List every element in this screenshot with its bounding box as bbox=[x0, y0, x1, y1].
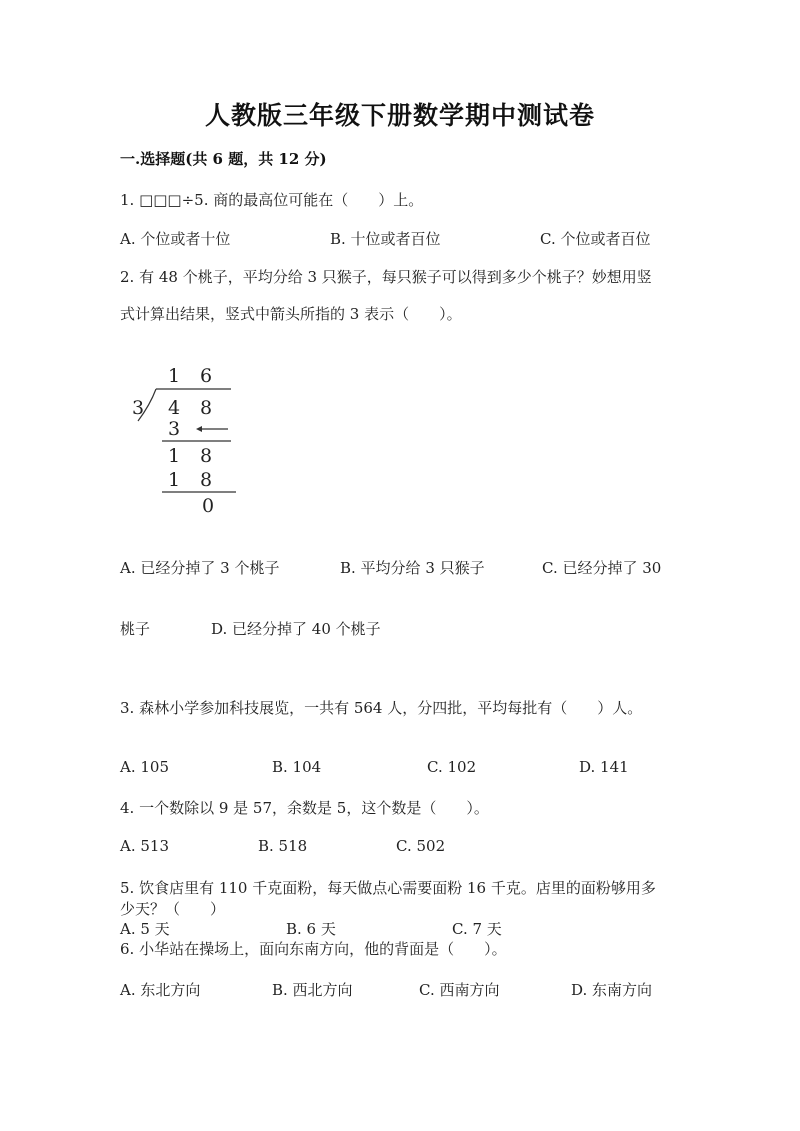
page-title: 人教版三年级下册数学期中测试卷 bbox=[204, 101, 595, 130]
q2-option-c[interactable]: C. 已经分掉了 30 bbox=[542, 559, 662, 577]
question-1-text: 1. □□□÷5. 商的最高位可能在（ ）上。 bbox=[120, 191, 424, 209]
step2-digit-1: 1 bbox=[168, 469, 181, 491]
q3-option-b[interactable]: B. 104 bbox=[272, 758, 322, 776]
q2-option-a[interactable]: A. 已经分掉了 3 个桃子 bbox=[120, 559, 280, 577]
quotient-digit-2: 6 bbox=[200, 365, 213, 387]
divisor: 3 bbox=[132, 397, 145, 419]
dividend-digit-2: 8 bbox=[200, 397, 213, 419]
question-2-text-line2: 式计算出结果，竖式中箭头所指的 3 表示（ ）。 bbox=[120, 305, 462, 323]
q6-option-c[interactable]: C. 西南方向 bbox=[419, 981, 500, 999]
q2-option-c-continued: 桃子 bbox=[120, 620, 151, 638]
q6-option-d[interactable]: D. 东南方向 bbox=[571, 981, 653, 999]
question-5-text-line1: 5. 饮食店里有 110 千克面粉，每天做点心需要面粉 16 千克。店里的面粉够用多 bbox=[120, 879, 656, 897]
q3-option-a[interactable]: A. 105 bbox=[120, 758, 169, 776]
q6-option-b[interactable]: B. 西北方向 bbox=[272, 981, 353, 999]
q4-option-c[interactable]: C. 502 bbox=[396, 837, 446, 855]
section-heading: 一.选择题(共 6 题，共 12 分) bbox=[120, 150, 327, 168]
q1-option-b[interactable]: B. 十位或者百位 bbox=[330, 230, 441, 248]
step2-digit-2: 8 bbox=[200, 469, 213, 491]
q5-option-b[interactable]: B. 6 天 bbox=[286, 920, 336, 938]
q2-option-d[interactable]: D. 已经分掉了 40 个桃子 bbox=[211, 620, 381, 638]
dividend-digit-1: 4 bbox=[168, 397, 181, 419]
q5-option-c[interactable]: C. 7 天 bbox=[452, 920, 502, 938]
question-2-text-line1: 2. 有 48 个桃子，平均分给 3 只猴子，每只猴子可以得到多少个桃子？妙想用竖 bbox=[120, 268, 652, 286]
q3-option-d[interactable]: D. 141 bbox=[579, 758, 629, 776]
q5-option-a[interactable]: A. 5 天 bbox=[120, 920, 170, 938]
remainder1-digit-2: 8 bbox=[200, 445, 213, 467]
arrow-head-icon bbox=[196, 426, 202, 432]
question-3-text: 3. 森林小学参加科技展览，一共有 564 人，分四批，平均每批有（ ）人。 bbox=[120, 699, 643, 717]
q4-option-a[interactable]: A. 513 bbox=[120, 837, 169, 855]
remainder1-digit-1: 1 bbox=[168, 445, 181, 467]
q2-option-b[interactable]: B. 平均分给 3 只猴子 bbox=[340, 559, 485, 577]
final-remainder: 0 bbox=[202, 495, 215, 517]
q1-option-a[interactable]: A. 个位或者十位 bbox=[120, 230, 231, 248]
question-5-text-line2: 少天？（ ） bbox=[120, 900, 226, 918]
step1-digit: 3 bbox=[168, 418, 181, 440]
q4-option-b[interactable]: B. 518 bbox=[258, 837, 308, 855]
q6-option-a[interactable]: A. 东北方向 bbox=[120, 981, 201, 999]
q1-option-c[interactable]: C. 个位或者百位 bbox=[540, 230, 651, 248]
question-4-text: 4. 一个数除以 9 是 57，余数是 5，这个数是（ ）。 bbox=[120, 799, 489, 817]
question-6-text: 6. 小华站在操场上，面向东南方向，他的背面是（ ）。 bbox=[120, 940, 507, 958]
long-division-figure bbox=[120, 360, 250, 520]
quotient-digit-1: 1 bbox=[168, 365, 181, 387]
q3-option-c[interactable]: C. 102 bbox=[427, 758, 477, 776]
